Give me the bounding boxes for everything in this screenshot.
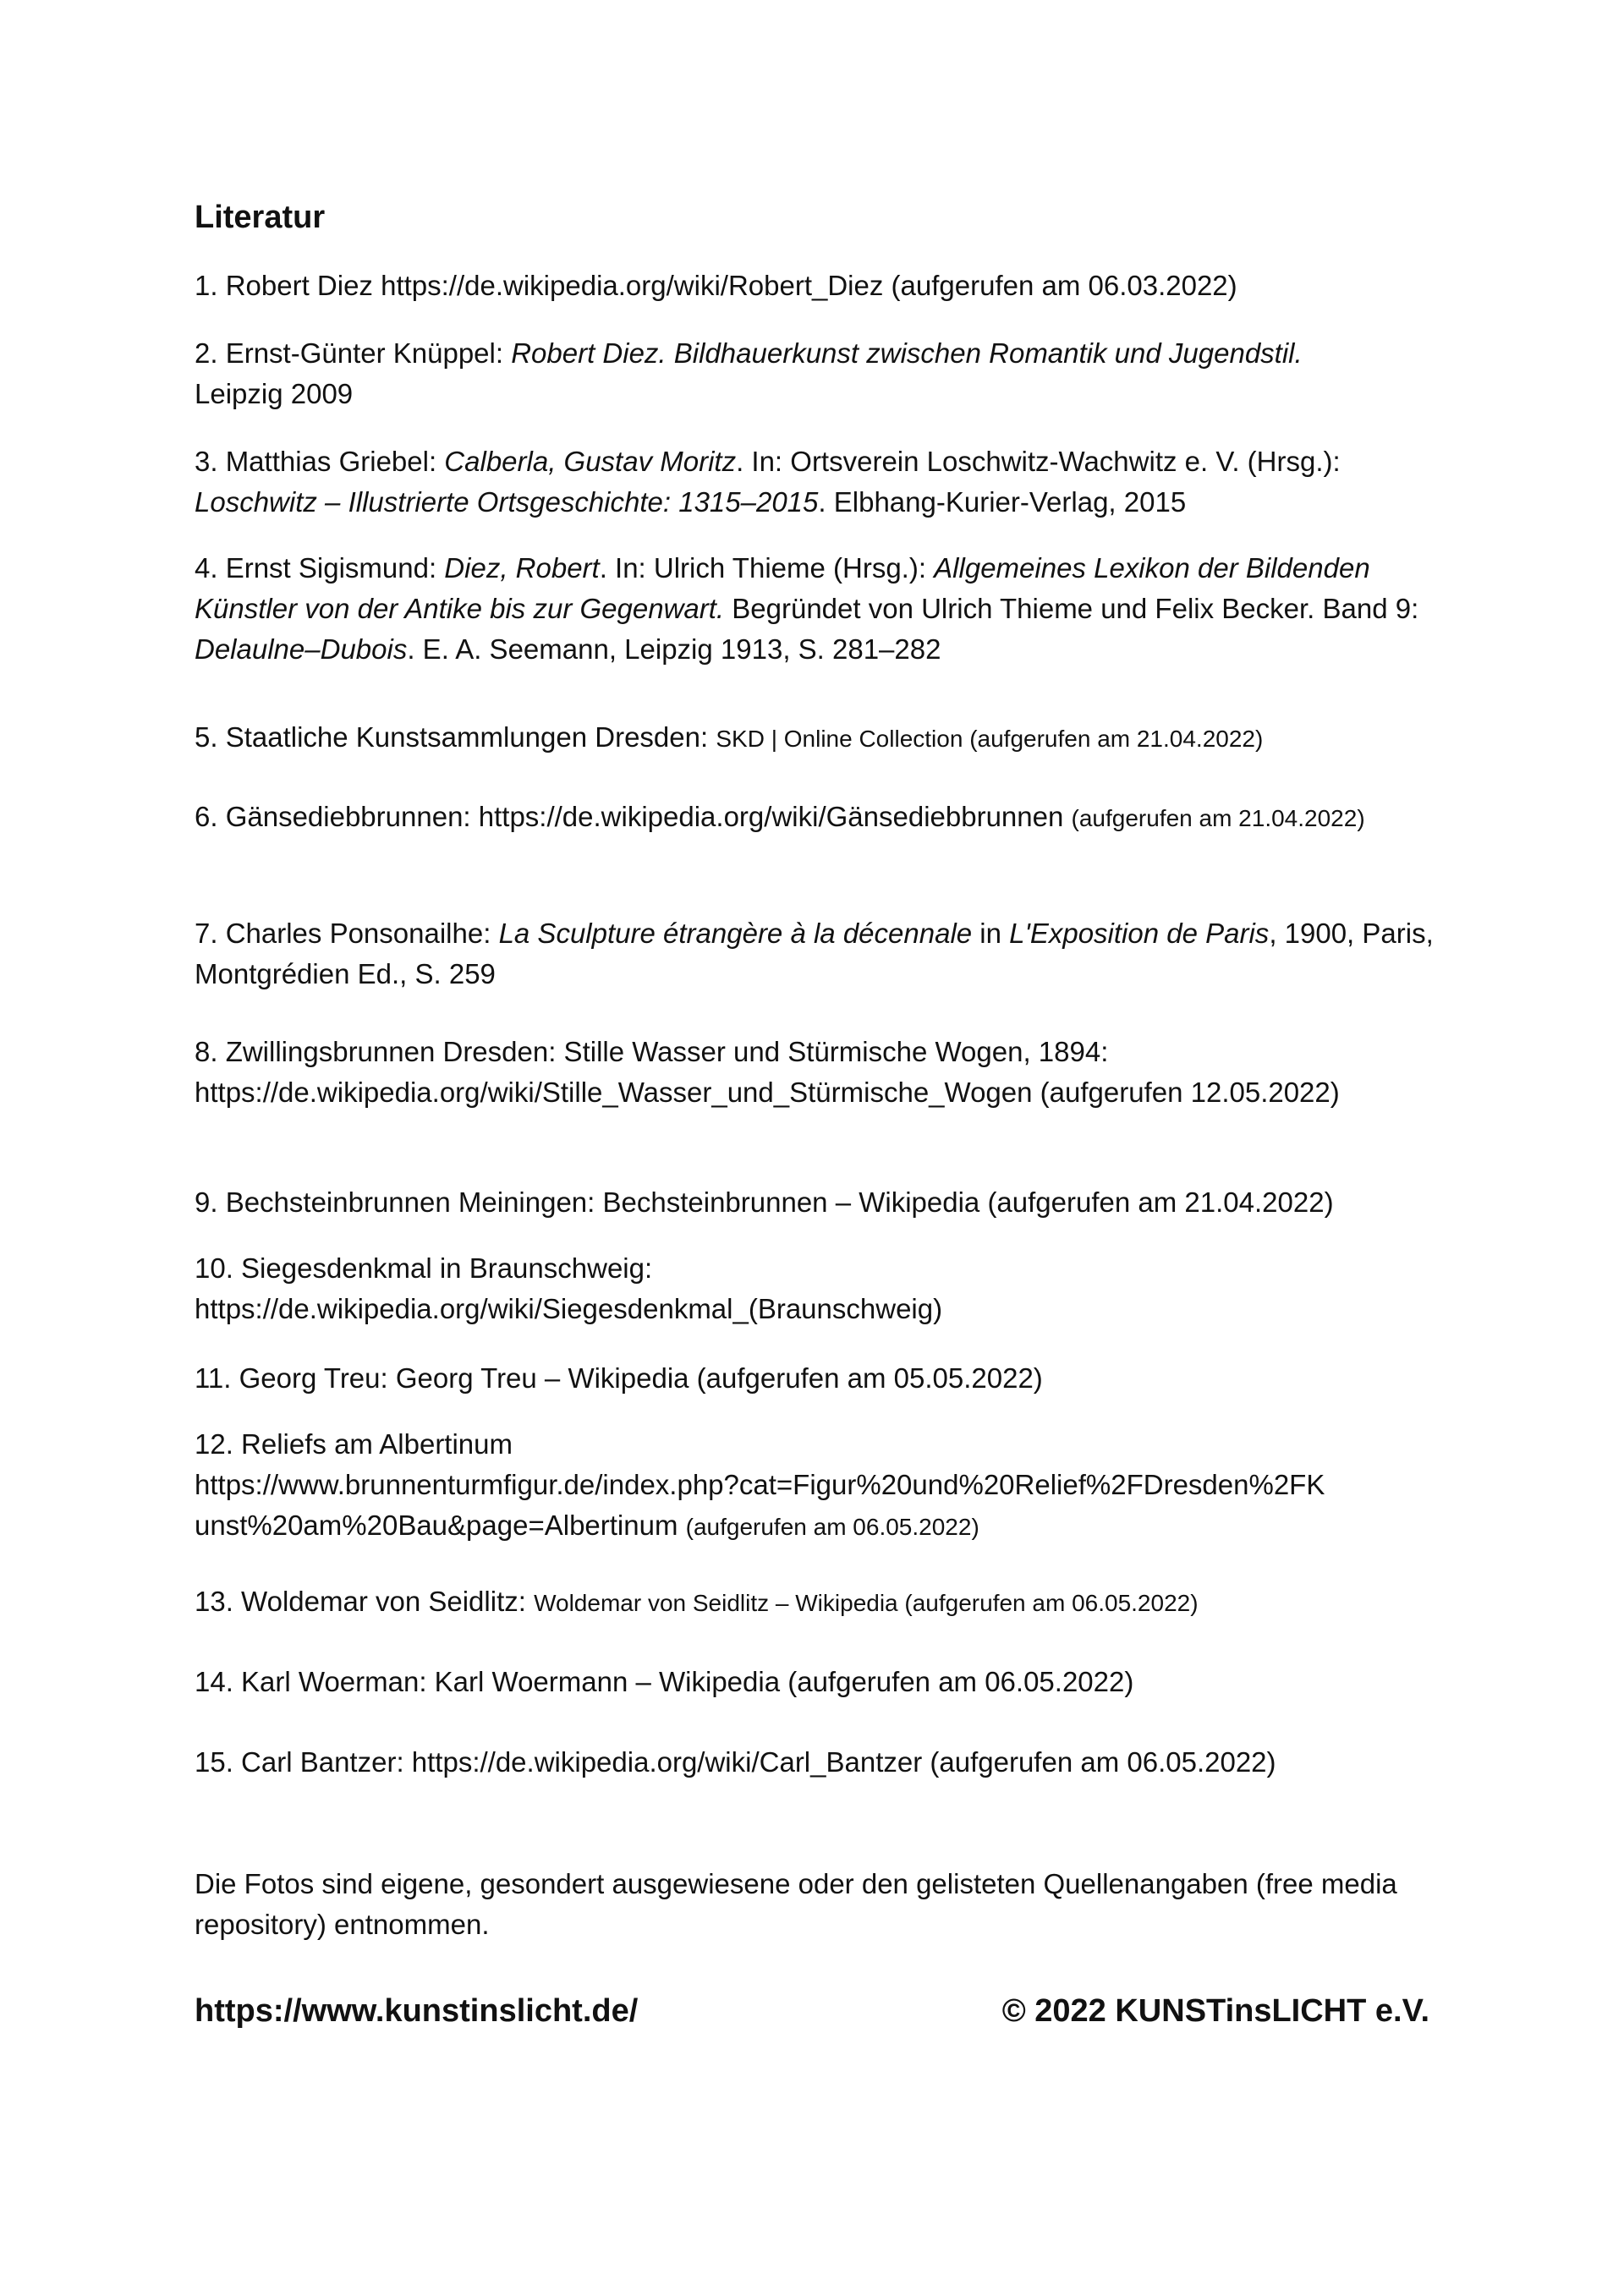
reference-7 [195,913,1446,995]
reference-text: . In: Ortsverein Loschwitz-Wachwitz e. V. (Hrsg.): [736,446,1341,477]
reference-11 [195,1358,1446,1399]
reference-book-title: Loschwitz – Illustrierte Ortsgeschichte: 1315–2015 [195,486,819,518]
reference-author: 4. Ernst Sigismund: [195,552,445,584]
reference-accessed: (aufgerufen am 06.05.2022) [685,1514,979,1540]
reference-text: 11. Georg Treu: Georg Treu – Wikipedia (aufgerufen am 05.05.2022) [195,1362,1043,1394]
reference-12 [195,1424,1446,1548]
page-title: Literatur [195,200,326,235]
reference-title: Robert Diez. Bildhauerkunst zwischen Romantik und Jugendstil. [511,337,1303,369]
reference-text: 1. Robert Diez https://de.wikipedia.org/wiki/Robert_Diez (aufgerufen am 06.03.2022) [195,270,1237,301]
reference-text: 14. Karl Woerman: Karl Woermann – Wikipedia (aufgerufen am 06.05.2022) [195,1666,1134,1697]
reference-9 [195,1182,1446,1223]
reference-link[interactable]: https://de.wikipedia.org/wiki/Siegesdenkmal_(Braunschweig) [195,1293,943,1324]
reference-3 [195,441,1446,523]
reference-author: 7. Charles Ponsonailhe: [195,918,499,949]
reference-publisher: . E. A. Seemann, Leipzig 1913, S. 281–282 [407,633,941,665]
reference-author: 13. Woldemar von Seidlitz: [195,1586,535,1617]
reference-link[interactable]: SKD | Online Collection (aufgerufen am 21.04.2022) [716,726,1264,752]
reference-text: 10. Siegesdenkmal in Braunschweig: [195,1252,653,1284]
reference-title: La Sculpture étrangère à la décennale [498,918,973,949]
reference-text: 12. Reliefs am Albertinum [195,1428,513,1460]
reference-link[interactable]: 6. Gänsediebbrunnen: https://de.wikipedia.org/wiki/Gänsediebbrunnen [195,801,1072,832]
reference-6 [195,797,1446,839]
reference-book-title: Allgemeines Lexikon der Bildenden Künstler von der Antike bis zur Gegenwart. [195,552,1370,624]
footer-website-link[interactable]: https://www.kunstinslicht.de/ [195,1993,639,2029]
reference-10 [195,1248,1446,1329]
reference-text: 8. Zwillingsbrunnen Dresden: Stille Wasser und Stürmische Wogen, 1894: https://de.wikipedia.org/wiki/Stille_Wasser_und_Stürmische_Wogen (aufgerufen 12.05.2022) [195,1036,1340,1108]
reference-14 [195,1662,1446,1702]
reference-link[interactable]: https://www.brunnenturmfigur.de/index.php?cat=Figur%20und%20Relief%2FDresden%2FK [195,1469,1325,1500]
reference-4 [195,548,1446,670]
reference-13 [195,1581,1446,1624]
reference-text: 9. Bechsteinbrunnen Meiningen: Bechsteinbrunnen – Wikipedia (aufgerufen am 21.04.2022) [195,1186,1334,1218]
reference-15 [195,1742,1446,1783]
reference-publisher: . Elbhang-Kurier-Verlag, 2015 [818,486,1187,518]
reference-accessed: (aufgerufen am 21.04.2022) [1071,805,1365,831]
reference-publisher: Leipzig 2009 [195,378,354,409]
reference-text: . In: Ulrich Thieme (Hrsg.): [599,552,935,584]
reference-link[interactable]: Woldemar von Seidlitz – Wikipedia (aufgerufen am 06.05.2022) [534,1590,1199,1616]
footer-copyright: © 2022 KUNSTinsLICHT e.V. [1001,1993,1429,2029]
footer [195,1990,1429,2032]
reference-book-title: L'Exposition de Paris [1009,918,1270,949]
photo-credits-note: Die Fotos sind eigene, gesondert ausgewiesene oder den gelisteten Quellenangaben (free media repository) entnommen. [195,1868,1397,1940]
reference-2 [195,333,1446,414]
reference-text: 15. Carl Bantzer: https://de.wikipedia.org/wiki/Carl_Bantzer (aufgerufen am 06.05.2022) [195,1746,1276,1778]
reference-title: Calberla, Gustav Moritz [444,446,737,477]
reference-text: Begründet von Ulrich Thieme und Felix Becker. Band 9: [724,593,1419,624]
reference-publisher: , 1900, Paris, Montgrédien Ed., S. 259 [195,918,1434,989]
reference-author: 3. Matthias Griebel: [195,446,445,477]
reference-author: 2. Ernst-Günter Knüppel: [195,337,512,369]
reference-1 [195,266,1446,306]
reference-5 [195,717,1446,759]
reference-8 [195,1032,1446,1113]
reference-link[interactable]: unst%20am%20Bau&page=Albertinum [195,1510,686,1541]
reference-title: Diez, Robert [444,552,600,584]
reference-text: in [972,918,1010,949]
reference-volume-title: Delaulne–Dubois [195,633,408,665]
reference-author: 5. Staatliche Kunstsammlungen Dresden: [195,721,716,753]
